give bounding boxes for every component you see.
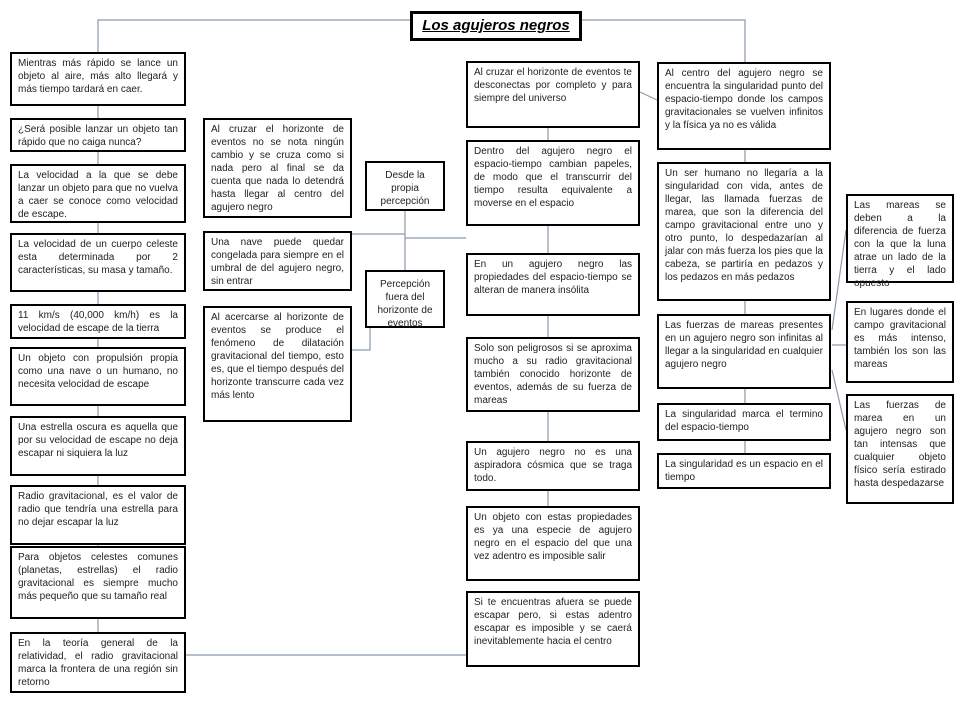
concept-box-infinite-tides: Las fuerzas de mareas presentes en un agujero negro son infinitas al llegar a la singularidad en cualquier agujero negro [657, 314, 831, 389]
concept-box-tidal-death: Un ser humano no llegaría a la singularidad con vida, antes de llegar, las llamada fuerzas de marea, que son la diferencia del campo gravitacional entre uno y otro punto, lo despedazarían al jalar con más fuerza los pies que la cabeza, se partiría en pedazos y los pedazos en más pedazos [657, 162, 831, 301]
concept-box-question: ¿Será posible lanzar un objeto tan rápido que no caiga nunca? [10, 118, 186, 152]
concept-box-escape-outside: Si te encuentras afuera se puede escapar pero, si estas adentro escapar es imposible y se caerá inevitablemente hacia el centro [466, 591, 640, 667]
concept-box-earth-escape: 11 km/s (40,000 km/h) es la velocidad de escape de la tierra [10, 304, 186, 339]
concept-box-gravitational-radius: Radio gravitacional, es el valor de radio que tendría una estrella para no dejar escapar la luz [10, 485, 186, 545]
concept-box-relativity: En la teoría general de la relatividad, el radio gravitacional marca la frontera de una región sin retorno [10, 632, 186, 693]
concept-box-crossing-horizon: Al cruzar el horizonte de eventos no se nota ningún cambio y se cruza como si nada pero al final se da cuenta que nada lo detendrá hasta llegar al centro del agujero negro [203, 118, 352, 218]
concept-box-frozen-ship: Una nave puede quedar congelada para siempre en el umbral de del agujero negro, sin entrar [203, 231, 352, 291]
concept-box-singularity-end: La singularidad marca el termino del espacio-tiempo [657, 403, 831, 441]
concept-box-mass-size: La velocidad de un cuerpo celeste esta determinada por 2 características, su masa y tamaño. [10, 233, 186, 292]
concept-box-escape-velocity: La velocidad a la que se debe lanzar un objeto para que no vuelva a caer se conoce como velocidad de escape. [10, 164, 186, 223]
concept-box-moon-tides: Las mareas se deben a la diferencia de fuerza con la que la luna atrae un lado de la tierra y el lado opuesto [846, 194, 954, 283]
concept-box-spaghettification: Las fuerzas de marea en un agujero negro son tan intensas que cualquier objeto físico sería estirado hasta despedazarse [846, 394, 954, 504]
page-title: Los agujeros negros [410, 11, 582, 41]
concept-box-dark-star: Una estrella oscura es aquella que por su velocidad de escape no deja escapar ni siquiera la luz [10, 416, 186, 476]
concept-box-disconnect: Al cruzar el horizonte de eventos te desconectas por completo y para siempre del universo [466, 61, 640, 128]
concept-box-singularity-center: Al centro del agujero negro se encuentra la singularidad punto del espacio-tiempo donde los campos gravitacionales se vuelven infinitos y la física ya no es válida [657, 62, 831, 150]
concept-box-spacetime-altered: En un agujero negro las propiedades del espacio-tiempo se alteran de manera insólita [466, 253, 640, 316]
concept-box-spacetime-swap: Dentro del agujero negro el espacio-tiempo cambian papeles, de modo que el transcurrir del tiempo resulta equivalente a moverse en el espacio [466, 140, 640, 226]
concept-box-propulsion: Un objeto con propulsión propia como una nave o un humano, no necesita velocidad de escape [10, 347, 186, 406]
concept-box-escape-intro: Mientras más rápido se lance un objeto al aire, más alto llegará y más tiempo tardará en caer. [10, 52, 186, 106]
concept-box-common-objects: Para objetos celestes comunes (planetas, estrellas) el radio gravitacional es siempre mucho más pequeño que su tamaño real [10, 546, 186, 619]
concept-box-special-object: Un objeto con estas propiedades es ya una especie de agujero negro en el espacio del que una vez adentro es imposible salir [466, 506, 640, 581]
perception-outside-box: Percepción fuera del horizonte de eventos [365, 270, 445, 328]
concept-box-not-vacuum: Un agujero negro no es una aspiradora cósmica que se traga todo. [466, 441, 640, 491]
concept-box-singularity-time: La singularidad es un espacio en el tiempo [657, 453, 831, 489]
concept-box-time-dilation: Al acercarse al horizonte de eventos se produce el fenómeno de dilatación gravitacional del tiempo, esto es, que el tiempo después del horizonte transcurre cada vez más lento [203, 306, 352, 422]
concept-box-intense-field: En lugares donde el campo gravitacional es más intenso, también los son las mareas [846, 301, 954, 383]
perception-own-box: Desde la propia percepción [365, 161, 445, 211]
concept-box-dangerous: Solo son peligrosos si se aproxima mucho a su radio gravitacional también conocido horizonte de eventos, además de su fuerza de mareas [466, 337, 640, 412]
